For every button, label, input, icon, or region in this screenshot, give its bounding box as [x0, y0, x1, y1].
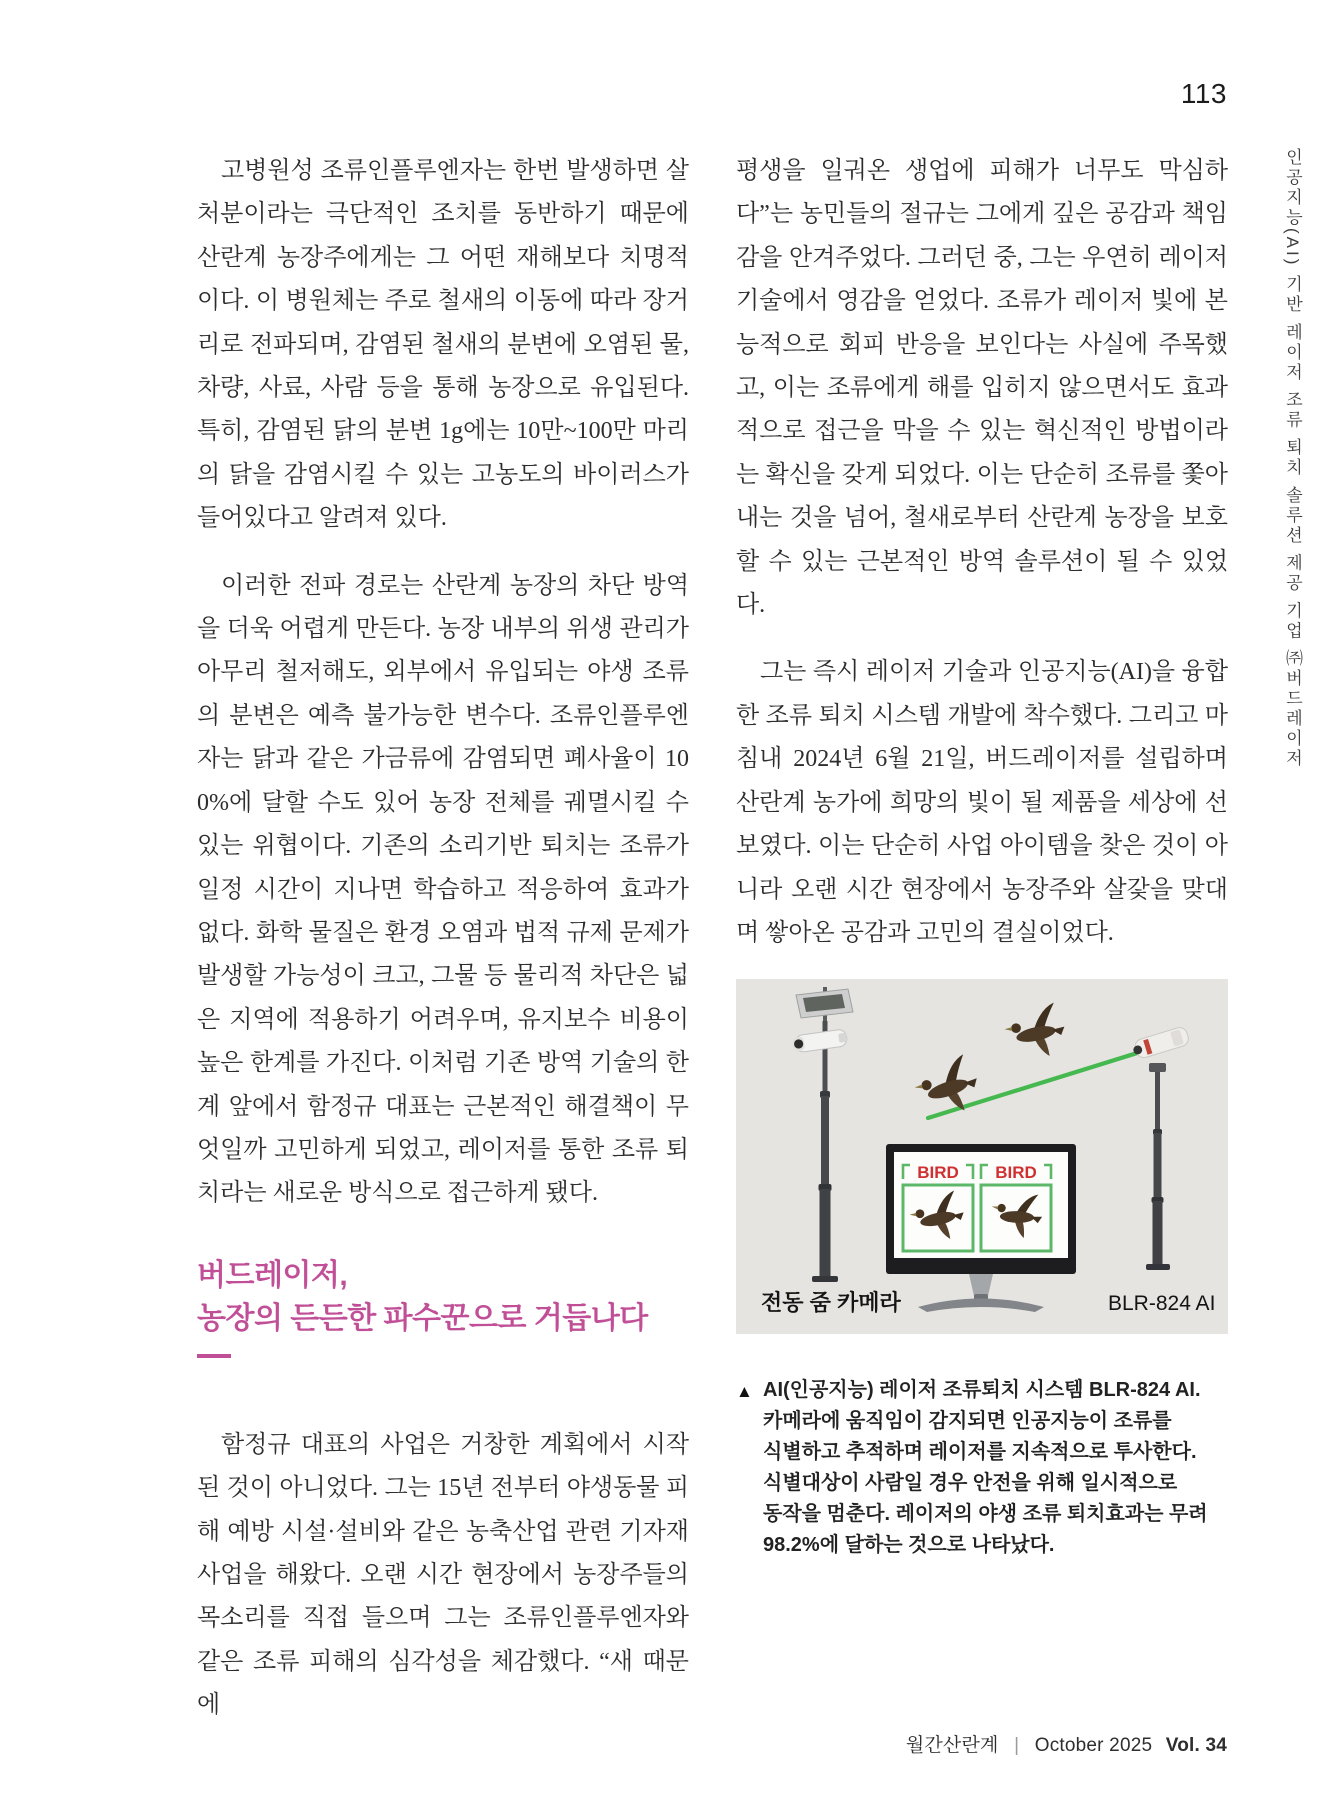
laser-mount [1149, 1063, 1166, 1072]
detection-label: BIRD [995, 1163, 1037, 1183]
footer-volume: Vol. 34 [1165, 1735, 1227, 1756]
figure-caption-text: AI(인공지능) 레이저 조류퇴치 시스템 BLR-824 AI. 카메라에 움직임이 감지되면 인공지능이 조류를 식별하고 추적하며 레이저를 지속적으로 투사한다. 식별대상이 사람일 경우 안전을 위해 일시적으로 동작을 멈춘다. 레이저의 야생 조류 퇴치효과는 무려 98.2%에 달하는 것으로 나타났다. [763, 1379, 1208, 1557]
vertical-tagline: 인공지능(AI) 기반 레이저 조류 퇴치 솔루션 제공 기업 ㈜버드레이저 [1283, 148, 1302, 770]
caption-triangle-icon: ▲ [736, 1382, 753, 1402]
product-figure [736, 979, 1228, 1561]
camera-label: 전동 줌 카메라 [761, 1290, 901, 1316]
page-number: 113 [1180, 78, 1227, 109]
section-heading-line1: 버드레이저, [197, 1258, 348, 1292]
right-column [736, 150, 1228, 1752]
paragraph: 고병원성 조류인플루엔자는 한번 발생하면 살처분이라는 극단적인 조치를 동반하기 때문에 산란계 농장주에게는 그 어떤 재해보다 치명적이다. 이 병원체는 주로 철새의 이동에 따라 장거리로 전파되며, 감염된 철새의 분변에 오염된 물, 차량, 사료, 사람 등을 통해 농장으로 유입된다. 특히, 감염된 닭의 분변 1g에는 10만~100만 마리의 닭을 감염시킬 수 있는 고농도의 바이러스가 들어있다고 알려져 있다. [197, 158, 689, 532]
footer-issue: October 2025 [1034, 1735, 1153, 1756]
page-footer [906, 1730, 1227, 1757]
article-body [197, 150, 1228, 1752]
footer-divider: | [1014, 1735, 1020, 1756]
section-heading [197, 1254, 689, 1358]
laser-device-label: BLR-824 AI [1108, 1292, 1216, 1316]
detection-label: BIRD [917, 1163, 959, 1183]
paragraph: 평생을 일궈온 생업에 피해가 너무도 막심하다”는 농민들의 절규는 그에게 깊은 공감과 책임감을 안겨주었다. 그러던 중, 그는 우연히 레이저 기술에서 영감을 얻었다. 조류가 레이저 빛에 본능적으로 회피 반응을 보인다는 사실에 주목했고, 이는 조류에게 해를 입히지 않으면서도 효과적으로 접근을 막을 수 있는 혁신적인 방법이라는 확신을 갖게 되었다. 이는 단순히 조류를 쫓아내는 것을 넘어, 철새로부터 산란계 농장을 보호할 수 있는 근본적인 방역 솔루션이 될 수 있었다. [736, 158, 1228, 619]
laser-system-illustration [736, 979, 1228, 1334]
figure-caption [736, 1375, 1228, 1561]
paragraph: 그는 즉시 레이저 기술과 인공지능(AI)을 융합한 조류 퇴치 시스템 개발에 착수했다. 그리고 마침내 2024년 6월 21일, 버드레이저를 설립하며 산란계 농가에 희망의 빛이 될 제품을 세상에 선보였다. 이는 단순히 사업 아이템을 찾은 것이 아니라 오랜 시간 현장에서 농장주와 살갗을 맞대며 쌓아온 공감과 고민의 결실이었다. [736, 659, 1228, 946]
paragraph: 함정규 대표의 사업은 거창한 계획에서 시작된 것이 아니었다. 그는 15년 전부터 야생동물 피해 예방 시설·설비와 같은 농축산업 관련 기자재 사업을 해왔다. 오랜 시간 현장에서 농장주들의 목소리를 직접 들으며 그는 조류인플루엔자와 같은 조류 피해의 심각성을 체감했다. “새 때문에 [197, 1431, 689, 1719]
section-heading-line2: 농장의 든든한 파수꾼으로 거듭나다 [197, 1301, 648, 1335]
paragraph: 이러한 전파 경로는 산란계 농장의 차단 방역을 더욱 어렵게 만든다. 농장 내부의 위생 관리가 아무리 철저해도, 외부에서 유입되는 야생 조류의 분변은 예측 불가능한 변수다. 조류인플루엔자는 닭과 같은 가금류에 감염되면 폐사율이 100%에 달할 수도 있어 농장 전체를 궤멸시킬 수 있는 위협이다. 기존의 소리기반 퇴치는 조류가 일정 시간이 지나면 학습하고 적응하여 효과가 없다. 화학 물질은 환경 오염과 법적 규제 문제가 발생할 가능성이 크고, 그물 등 물리적 차단은 넓은 지역에 적용하기 어려우며, 유지보수 비용이 높은 한계를 가진다. 이처럼 기존 방역 기술의 한계 앞에서 함정규 대표는 근본적인 해결책이 무엇일까 고민하게 되었고, 레이저를 통한 조류 퇴치라는 새로운 방식으로 접근하게 됐다. [197, 572, 689, 1207]
heading-dash [197, 1354, 231, 1358]
footer-magazine-title: 월간산란계 [905, 1735, 999, 1756]
left-column [197, 150, 689, 1752]
